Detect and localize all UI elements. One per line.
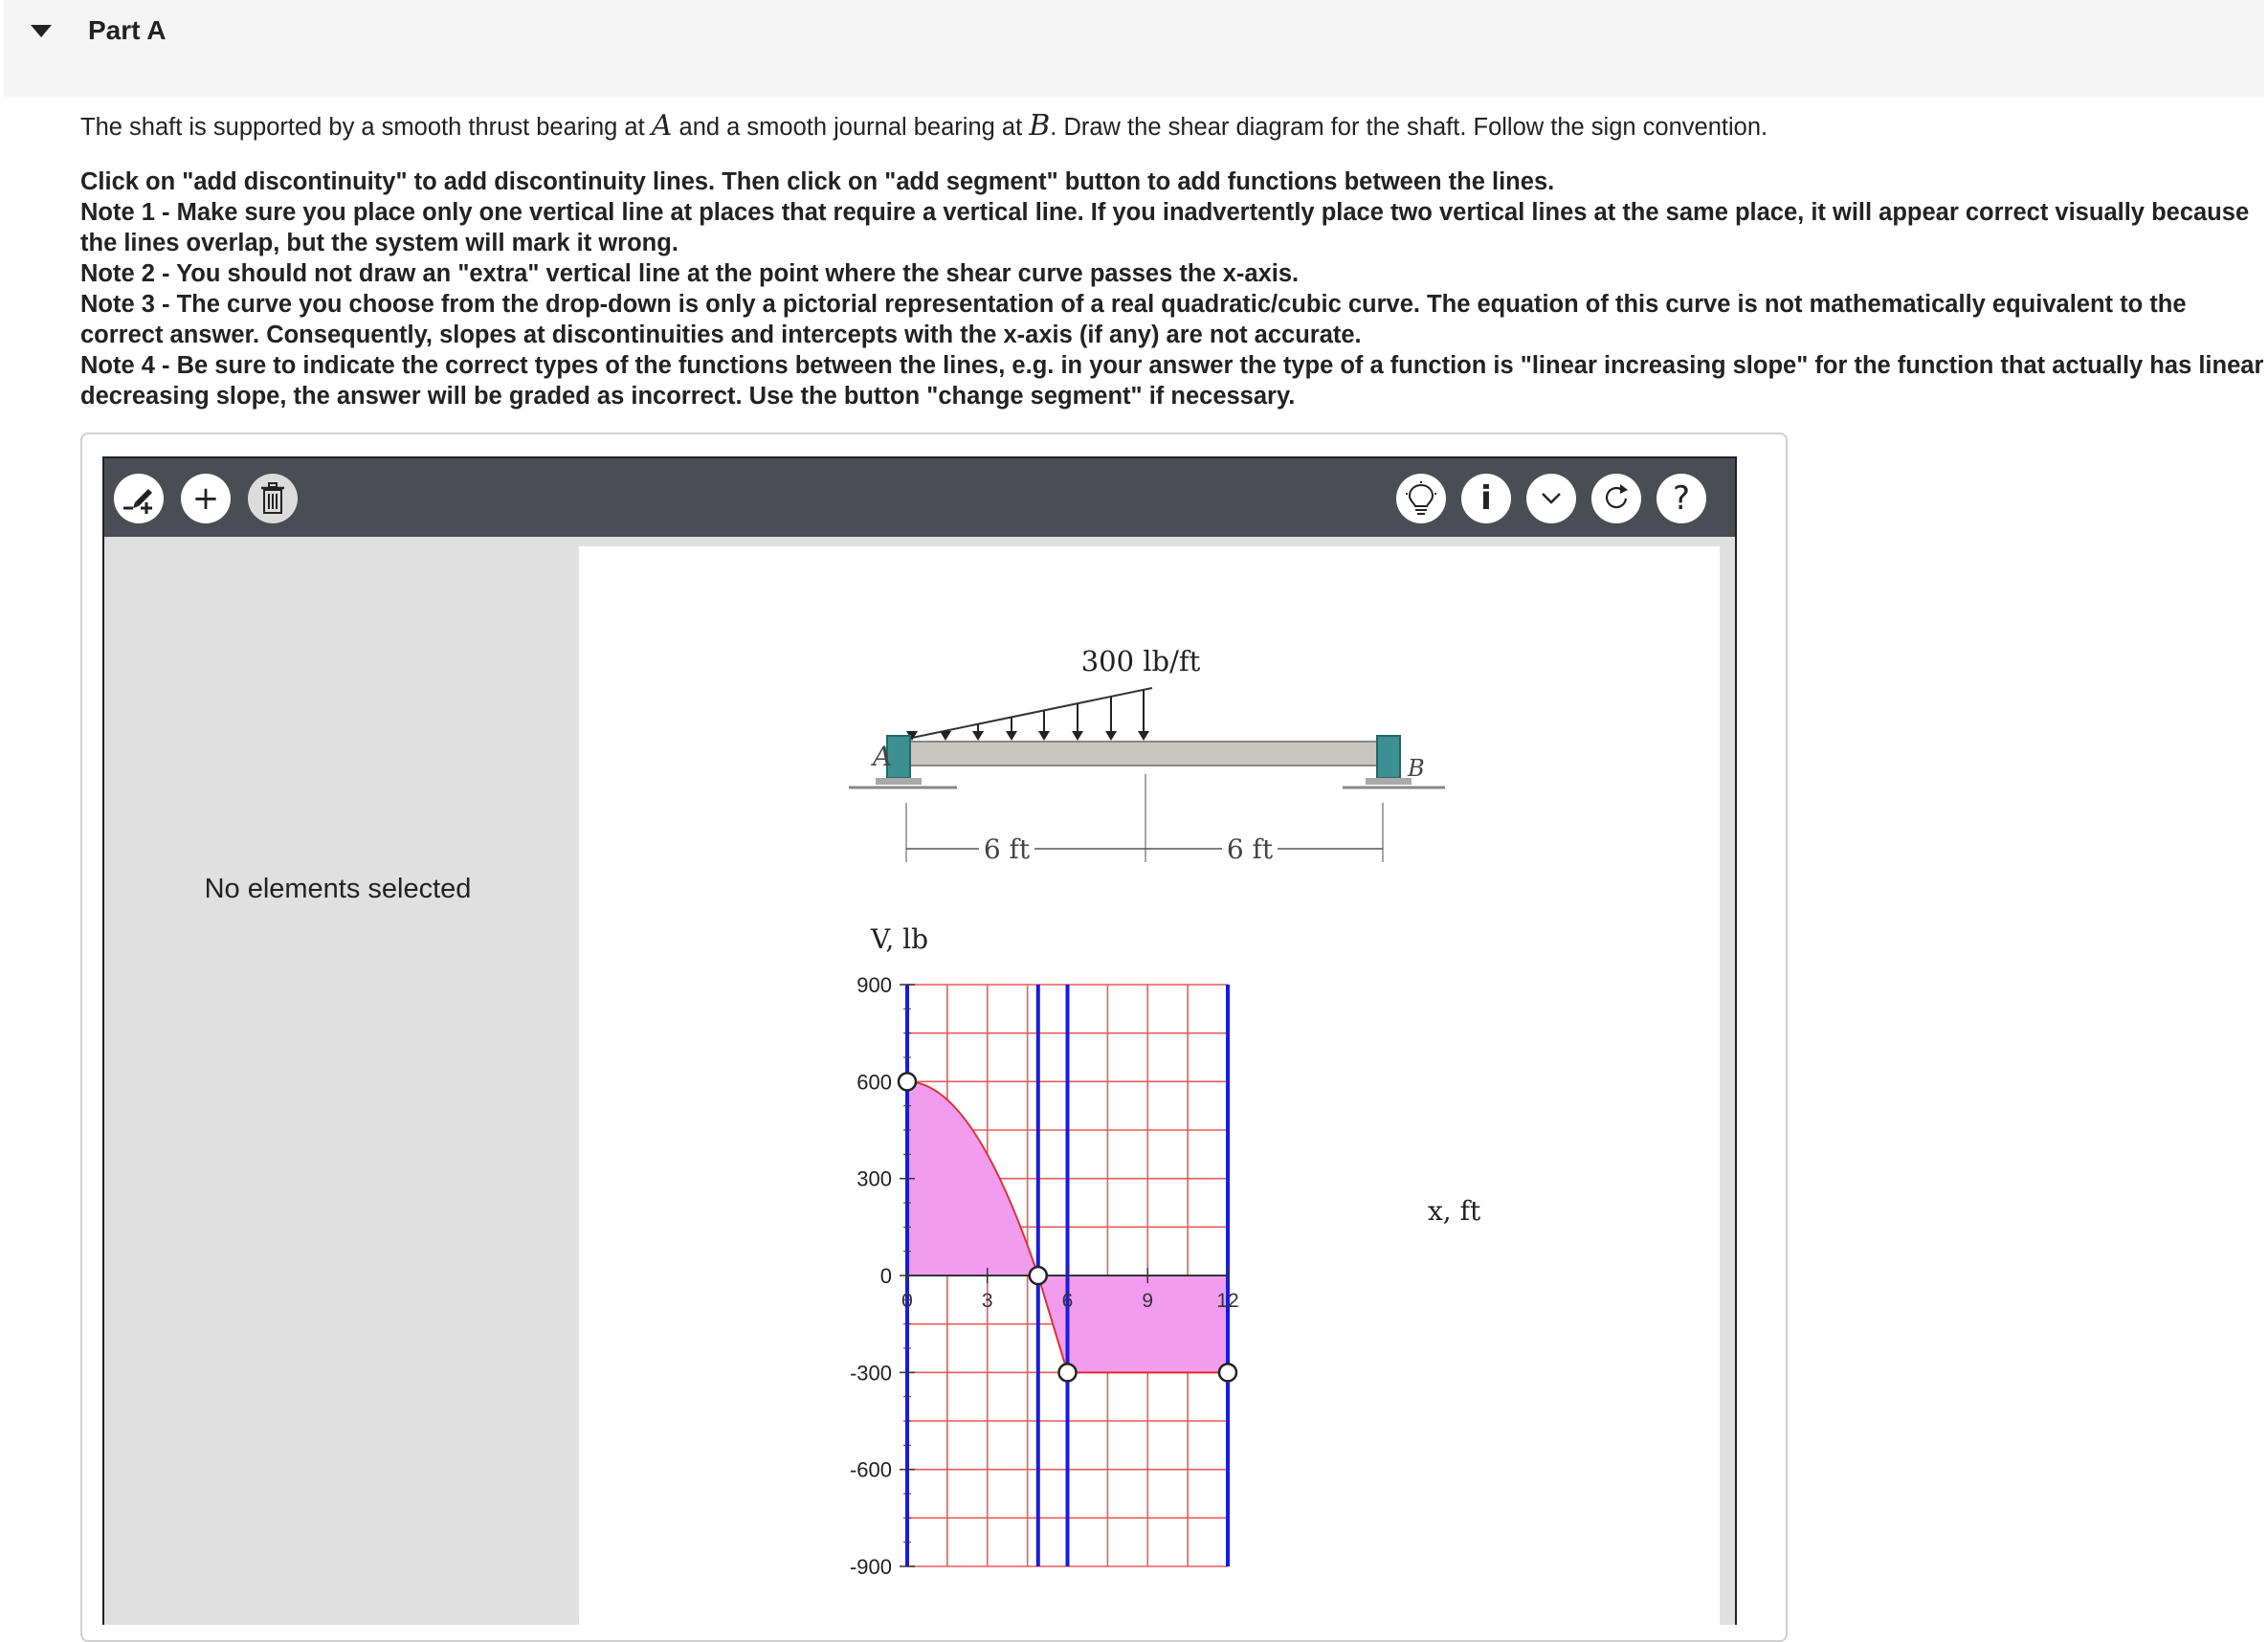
part-header[interactable] bbox=[4, 0, 2264, 97]
load-arrow-head bbox=[972, 731, 984, 741]
note-1: Note 1 - Make sure you place only one vertical line at places that require a vertical line. If you inadvertently place two vertical lines at the same place, it will appear correct visually because the lines overlap, but the system will mark it wrong. bbox=[80, 199, 2250, 256]
shaft bbox=[906, 742, 1383, 766]
x-tick-label: 12 bbox=[1216, 1290, 1239, 1312]
y-tick-label: 300 bbox=[856, 1166, 892, 1191]
add-segment-icon: + bbox=[191, 479, 220, 518]
properties-pane bbox=[104, 537, 571, 1625]
support-b-label: B bbox=[1408, 755, 1425, 782]
load-arrow-head bbox=[940, 731, 951, 741]
expand-button[interactable] bbox=[1526, 474, 1576, 523]
problem-statement: The shaft is supported by a smooth thrust bearing at A and a smooth journal bearing at B. Draw the shear diagram for the shaft. Follow the sign convention. bbox=[80, 109, 1768, 143]
info-button[interactable] bbox=[1461, 474, 1511, 523]
support-a-label: A bbox=[873, 741, 893, 772]
drawing-canvas[interactable] bbox=[579, 546, 1720, 1637]
load-arrow-head bbox=[1072, 731, 1083, 741]
beam-figure bbox=[849, 645, 1445, 865]
control-point bbox=[1219, 1364, 1236, 1381]
instructions bbox=[80, 166, 2268, 411]
add-segment-button[interactable] bbox=[181, 474, 231, 523]
shaft-and-shear-diagram bbox=[579, 546, 1720, 1637]
note-4: Note 4 - Be sure to indicate the correct types of the functions between the lines, e.g. in your answer the type of a function is "linear increasing slope" for the function that actually has linear decreasing slope, the answer will be graded as incorrect. Use the button "change segment" if necessary. bbox=[80, 352, 2264, 410]
load-arrow-head bbox=[1105, 731, 1117, 741]
y-tick-label: 900 bbox=[856, 973, 892, 997]
x-tick-label: 3 bbox=[981, 1290, 993, 1312]
help-button[interactable] bbox=[1657, 474, 1706, 523]
x-axis-label: x, ft bbox=[1428, 1195, 1481, 1227]
reset-icon bbox=[1599, 481, 1634, 516]
y-tick-label: -600 bbox=[849, 1457, 892, 1482]
delete-button[interactable] bbox=[248, 474, 298, 523]
bearing-b bbox=[1377, 736, 1400, 778]
y-tick-label: 600 bbox=[856, 1070, 892, 1095]
instruction-line: Click on "add discontinuity" to add discontinuity lines. Then click on "add segment" button to add functions between the lines. bbox=[80, 168, 1555, 195]
span-1-label: 6 ft bbox=[983, 833, 1031, 865]
toolbar bbox=[102, 456, 1737, 539]
info-icon: i bbox=[1480, 479, 1492, 518]
control-point bbox=[1030, 1267, 1047, 1284]
selection-status: No elements selected bbox=[204, 874, 472, 904]
reset-button[interactable] bbox=[1591, 474, 1641, 523]
x-tick-label: 6 bbox=[1061, 1290, 1074, 1312]
load-envelope bbox=[912, 688, 1152, 738]
chevron-down-icon bbox=[1540, 491, 1563, 506]
load-arrow-head bbox=[1006, 731, 1017, 741]
trash-icon bbox=[258, 482, 287, 515]
note-3: Note 3 - The curve you choose from the drop-down is only a pictorial representation of a real quadratic/cubic curve. The equation of this curve is not mathematically equivalent to the correct answer. Consequently, slopes at discontinuities and intercepts with the x-axis (if any) are not accurate. bbox=[80, 291, 2187, 348]
x-tick-label: 0 bbox=[901, 1290, 913, 1312]
add-discontinuity-button[interactable] bbox=[114, 474, 164, 523]
y-tick-label: -900 bbox=[849, 1555, 892, 1579]
y-tick-label: -300 bbox=[849, 1361, 892, 1386]
y-tick-label: 0 bbox=[879, 1264, 892, 1288]
help-icon: ? bbox=[1672, 479, 1691, 518]
load-arrow-head bbox=[1038, 731, 1050, 741]
y-axis-label: V, lb bbox=[871, 923, 929, 955]
bearing-a-base bbox=[876, 778, 922, 785]
x-tick-label: 9 bbox=[1142, 1290, 1154, 1312]
collapse-toggle-icon[interactable] bbox=[31, 25, 52, 37]
note-2: Note 2 - You should not draw an "extra" vertical line at the point where the shear curve passes the x-axis. bbox=[80, 260, 1300, 287]
control-point bbox=[1059, 1364, 1077, 1381]
load-arrow-head bbox=[1138, 731, 1149, 741]
load-arrows bbox=[906, 690, 1149, 741]
span-2-label: 6 ft bbox=[1226, 833, 1274, 865]
bearing-b-base bbox=[1366, 778, 1412, 785]
lightbulb-icon bbox=[1404, 480, 1438, 517]
load-label: 300 lb/ft bbox=[1080, 645, 1201, 677]
part-title: Part A bbox=[88, 15, 167, 45]
add-discontinuity-icon bbox=[120, 479, 158, 518]
hint-button[interactable] bbox=[1396, 474, 1446, 523]
workspace bbox=[102, 537, 1737, 1625]
control-point bbox=[899, 1073, 916, 1090]
